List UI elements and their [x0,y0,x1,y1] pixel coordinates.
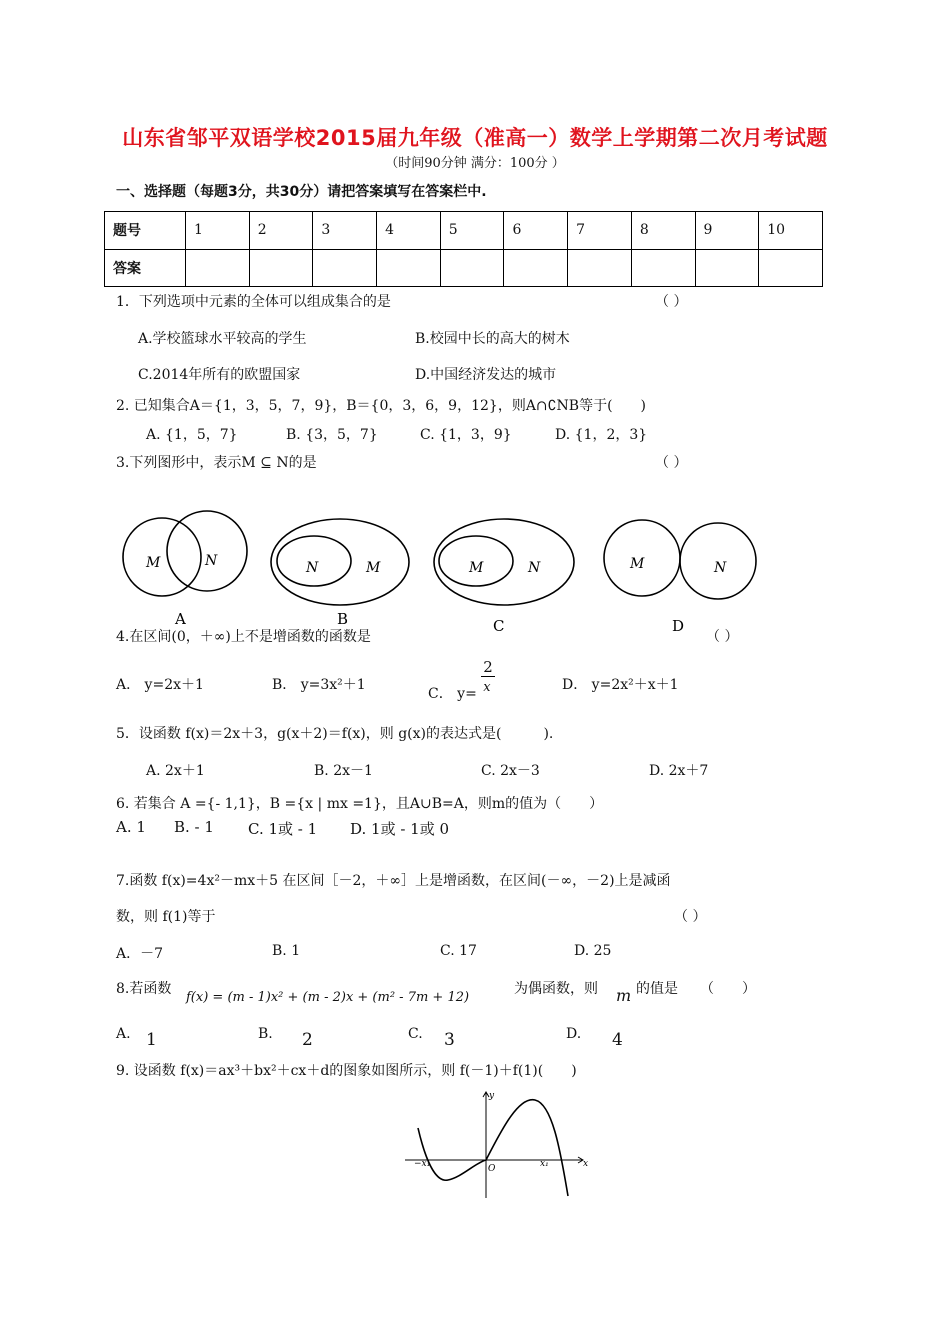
question-2-option-d: D. {1，2，3} [555,427,648,443]
table-header-label: 题号 [105,212,186,250]
question-7-option-c: C. 17 [440,943,477,959]
question-number-cell: 5 [440,212,504,250]
question-number-cell: 7 [568,212,632,250]
venn-diagrams [110,505,770,645]
question-1-option-a: A.学校篮球水平较高的学生 [138,331,307,347]
answer-cell[interactable] [186,249,250,287]
answer-bracket: （ ） [674,909,707,925]
answer-bracket: （ ） [700,981,756,997]
question-8-variable-m: m [616,986,632,1005]
question-7-option-b: B. 1 [272,943,301,959]
question-number-cell: 8 [631,212,695,250]
answer-bracket: （ ） [655,294,688,310]
venn-label-m: M [630,556,645,572]
question-2-option-a: A. {1，5，7} [146,427,238,443]
question-3-stem: 3.下列图形中，表示M ⊆ N的是 [116,455,317,471]
venn-option-label: A [175,610,186,628]
cubic-curve [418,1100,568,1196]
question-number-cell: 2 [249,212,313,250]
question-1-option-b: B.校园中长的高大的树木 [415,331,570,347]
venn-label-n: N [714,560,727,576]
answer-cell[interactable] [568,249,632,287]
question-2-option-c: C. {1，3，9} [420,427,512,443]
question-6-stem: 6. 若集合 A ={- 1,1}，B ={x | mx =1}，且A∪B=A，则m的值为（ ） [116,796,604,812]
venn-c-outer-ellipse [434,519,574,605]
answer-cell[interactable] [440,249,504,287]
question-number-cell: 1 [186,212,250,250]
question-6-option-d: D. 1或 - 1或 0 [350,820,450,838]
question-8-option-b-value: 2 [302,1030,313,1050]
question-8-option-c-label: C. [408,1026,423,1042]
question-2-option-b: B. {3，5，7} [286,427,378,443]
answer-bracket: （ ） [706,629,739,645]
question-8-stem-end: 的值是 [636,981,678,997]
table-row [105,249,823,287]
venn-label-m: M [146,555,161,571]
venn-option-label: B [337,610,349,628]
answer-cell[interactable] [377,249,441,287]
question-2-stem: 2. 已知集合A＝{1，3，5，7，9}，B＝{0，3，6，9，12}，则A∩∁NB等于( ) [116,398,647,414]
question-8-stem-mid: 为偶函数，则 [514,981,598,997]
negative-root-label: −x₁ [414,1159,431,1169]
page-title: 山东省邹平双语学校2015届九年级（准高一）数学上学期第二次月考试题 [122,126,828,150]
question-6-option-c: C. 1或 - 1 [248,820,318,838]
table-row [105,212,823,250]
question-4-option-b: B． y=3x²＋1 [272,677,366,693]
question-4-option-d: D． y=2x²＋x＋1 [562,677,679,693]
question-4-option-c [428,658,495,714]
question-5-stem: 5．设函数 f(x)＝2x＋3，g(x＋2)＝f(x)，则 g(x)的表达式是( ). [116,726,554,742]
question-8-option-d-label: D. [566,1026,582,1042]
venn-option-label: C [493,617,505,635]
question-8-option-b-label: B. [258,1026,273,1042]
question-number-cell: 6 [504,212,568,250]
exam-subtitle: （时间90分钟 满分：100分 ） [385,156,565,171]
venn-option-label: D [672,617,685,635]
option-c-prefix: C． y= [428,686,477,702]
venn-label-n: N [205,553,218,569]
question-5-option-a: A. 2x＋1 [146,763,205,779]
answer-cell[interactable] [695,249,759,287]
question-8-stem-prefix: 8.若函数 [116,981,172,997]
venn-b-outer-ellipse [271,519,409,605]
answer-cell[interactable] [313,249,377,287]
question-9-stem: 9. 设函数 f(x)＝ax³＋bx²＋cx＋d的图象如图所示，则 f(－1)＋f(1)( ) [116,1063,577,1079]
question-5-option-b: B. 2x－1 [314,763,373,779]
question-1-option-c: C.2014年所有的欧盟国家 [138,367,301,383]
question-6-option-a: A. 1 [116,818,146,836]
answer-cell[interactable] [249,249,313,287]
answer-table [104,211,823,287]
venn-a-circle-n [167,511,247,591]
question-8-option-a-label: A. [116,1026,131,1042]
question-4-stem: 4.在区间(0，＋∞)上不是增函数的函数是 [116,629,371,645]
venn-label-n: N [306,560,319,576]
question-5-option-c: C. 2x－3 [481,763,540,779]
question-7-stem-line1: 7.函数 f(x)=4x²－mx＋5 在区间［－2，＋∞］上是增函数，在区间(－∞，－2)上是减函 [116,873,671,889]
fraction-denominator: x [483,680,491,695]
question-8-option-c-value: 3 [444,1030,455,1050]
positive-root-label: x₁ [540,1159,549,1169]
question-7-option-d: D. 25 [574,943,612,959]
table-answer-label: 答案 [105,249,186,287]
question-8-formula: f(x) = (m - 1)x² + (m - 2)x + (m² - 7m + 12) [186,990,470,1005]
question-number-cell: 9 [695,212,759,250]
fraction-bar [481,676,495,677]
answer-cell[interactable] [504,249,568,287]
question-1-stem: 1．下列选项中元素的全体可以组成集合的是 [116,294,391,310]
fraction [481,658,495,714]
question-5-option-d: D. 2x＋7 [649,763,709,779]
venn-a-circle-m [123,518,201,596]
question-number-cell: 3 [313,212,377,250]
question-1-option-d: D.中国经济发达的城市 [415,367,557,383]
question-7-stem-line2: 数，则 f(1)等于 [116,909,216,925]
y-axis-label: y [489,1091,495,1101]
answer-cell[interactable] [631,249,695,287]
question-6-option-b: B. - 1 [174,818,214,836]
question-8-option-d-value: 4 [612,1030,623,1050]
question-number-cell: 4 [377,212,441,250]
question-8-option-a-value: 1 [146,1030,157,1050]
question-number-cell: 10 [759,212,823,250]
section-heading: 一、选择题（每题3分，共30分）请把答案填写在答案栏中. [116,184,487,200]
venn-label-n: N [528,560,541,576]
fraction-numerator: 2 [483,658,493,676]
question-4-option-a: A． y=2x＋1 [116,677,204,693]
venn-label-m: M [366,560,381,576]
answer-cell[interactable] [759,249,823,287]
answer-bracket: （ ） [655,455,688,471]
question-7-option-a: A．－7 [116,946,164,962]
x-axis-label: x [583,1159,589,1169]
venn-label-m: M [469,560,484,576]
cubic-function-graph [400,1088,590,1203]
origin-label: O [488,1164,496,1174]
